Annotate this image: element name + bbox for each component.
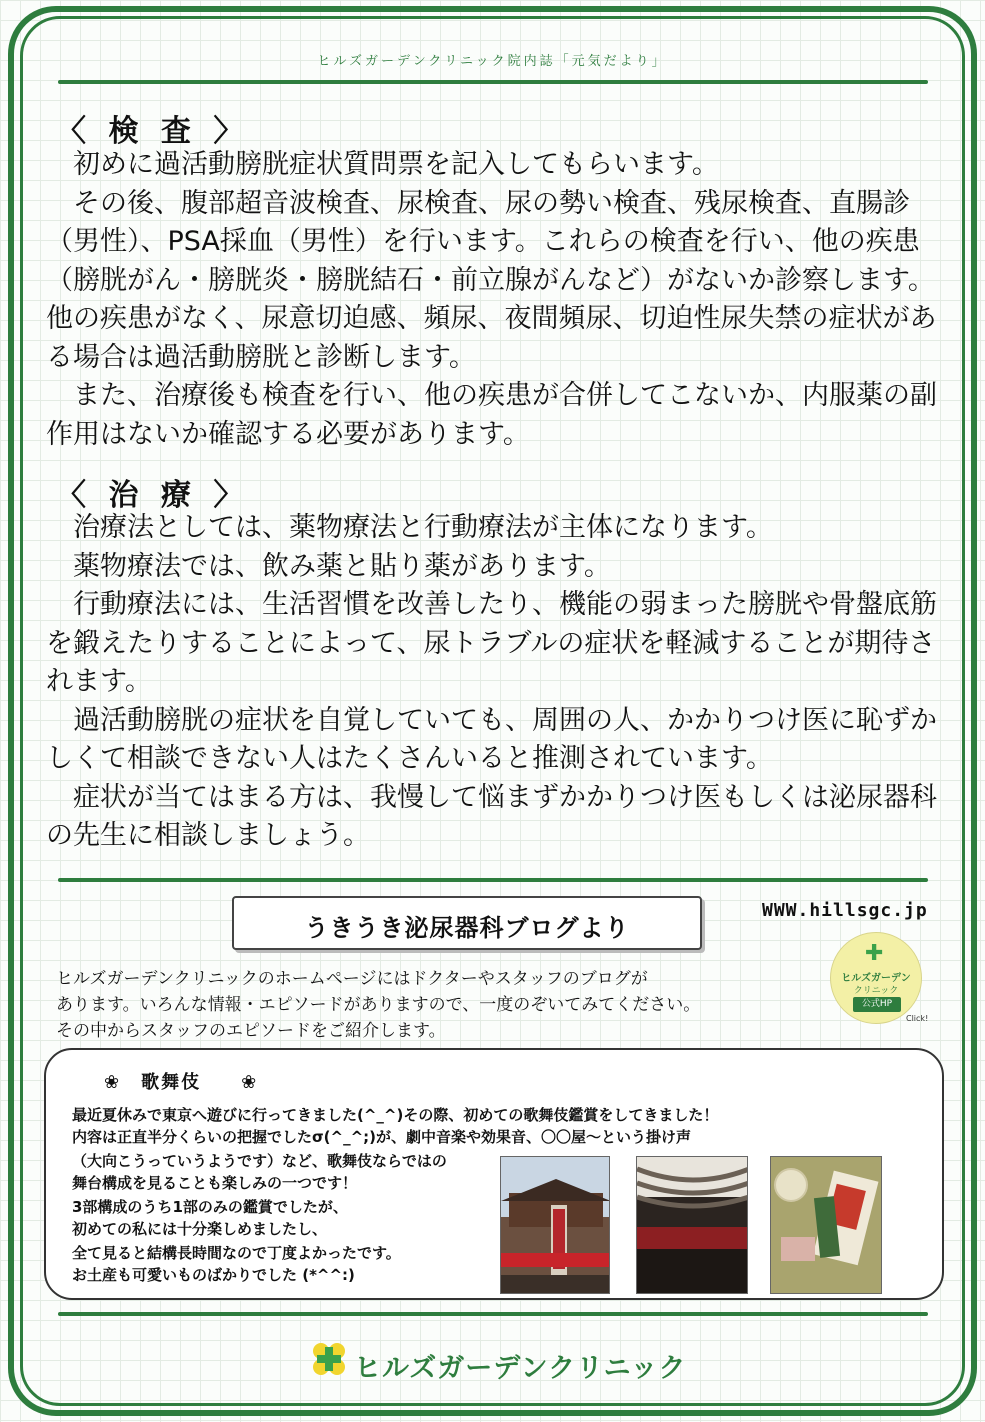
kabuki-line: 3部構成のうち1部のみの鑑賞でしたが、 [72,1198,348,1216]
kabuki-line: 最近夏休みで東京へ遊びに行ってきました(^_^)その際、初めての歌舞伎鑑賞をしてきました！ [72,1106,719,1124]
kabuki-line: 初めての私には十分楽しめましたし、 [72,1220,328,1238]
theater-interior-photo [636,1156,748,1294]
blog-banner [232,896,702,950]
exam-paragraph: その後、腹部超音波検査、尿検査、尿の勢い検査、残尿検査、直腸診（男性）、PSA採血（男性）を行います。これらの検査を行い、他の疾患（膀胱がん・膀胱炎・膀胱結石・前立腺がんなど）がないか診察します。他の疾患がなく、尿意切迫感、頻尿、夜間頻尿、切迫性尿失禁の症状がある場合は過活動膀胱と診断します。 [46,187,937,373]
treatment-paragraph: 過活動膀胱の症状を自覚していても、周囲の人、かかりつけ医に恥ずかしくて相談できない人はたくさんいると推測されています。 [46,704,937,774]
blog-intro-line: ヒルズガーデンクリニックのホームページにはドクターやスタッフのブログが [56,969,648,989]
exam-body [46,146,946,454]
click-label: Click! [906,1014,929,1023]
exam-paragraph: また、治療後も検査を行い、他の疾患が合併してこないか、内服薬の副作用はないか確認する必要があります。 [46,380,937,450]
souvenirs-photo [770,1156,882,1294]
exam-paragraph: 初めに過活動膀胱症状質問票を記入してもらいます。 [73,149,719,180]
badge-name: ヒルズガーデン [841,973,911,984]
official-hp-button[interactable]: 公式HP [853,997,901,1012]
footer-rule [58,1312,928,1316]
treatment-title: 〈 治 療 〉 [56,478,250,513]
kabuki-line: 全て見ると結構長時間なので丁度よかったです。 [72,1244,401,1262]
blog-intro-line: あります。いろんな情報・エピソードがありますので、一度のぞいてみてください。 [56,995,701,1015]
kabuki-title: ❀ 歌舞伎 ❀ [104,1072,259,1093]
kabuki-line: 舞台構成を見ることも楽しみの一つです！ [72,1174,358,1192]
clinic-logo-text: ヒルズガーデンクリニック [354,1353,687,1384]
newsletter-header: ヒルズガーデンクリニック院内誌「元気だより」 [317,54,668,69]
clinic-cross-icon: ✚ [865,941,884,966]
blog-banner-title: うきうき泌尿器科ブログより [304,914,630,942]
kabuki-line: お土産も可愛いものばかりでした (*^^:) [72,1266,355,1284]
badge-sub: クリニック [853,986,899,996]
treatment-paragraph: 薬物療法では、飲み薬と貼り薬があります。 [73,550,611,582]
website-url[interactable]: WWW.hillsgc.jp [762,900,928,921]
section-rule [58,878,928,882]
treatment-paragraph: 症状が当てはまる方は、我慢して悩まずかかりつけ医もしくは泌尿器科の先生に相談しましょう。 [46,781,937,851]
official-hp-badge[interactable] [830,932,922,1024]
kabuki-line: 内容は正直半分くらいの把握でしたσ(^_^;)が、劇中音楽や効果音、〇〇屋～という掛け声 [72,1128,692,1146]
kabuki-line: （大向こうっていうようです）など、歌舞伎ならではの [72,1152,447,1170]
kabuki-theater-photo [500,1156,610,1294]
header-rule [58,80,928,84]
exam-title: 〈 検 査 〉 [56,114,250,149]
treatment-body [46,509,946,856]
clinic-logo-icon [310,1340,348,1378]
treatment-paragraph: 治療法としては、薬物療法と行動療法が主体になります。 [73,512,773,543]
treatment-paragraph: 行動療法には、生活習慣を改善したり、機能の弱まった膀胱や骨盤底筋を鍛えたりすることによって、尿トラブルの症状を軽減することが期待されます。 [46,589,937,697]
blog-intro [56,966,816,1044]
blog-intro-line: その中からスタッフのエピソードをご紹介します。 [56,1021,446,1041]
